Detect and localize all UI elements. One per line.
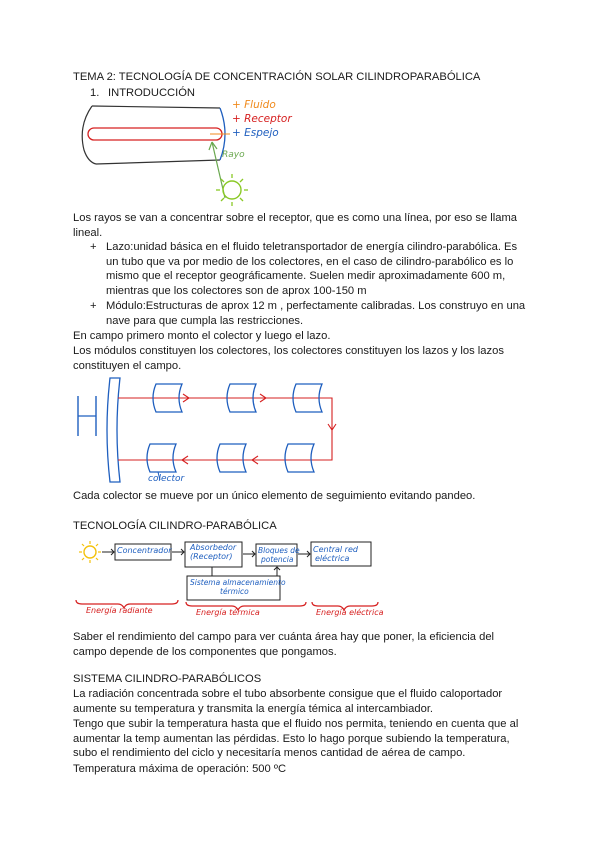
paragraph-rays: Los rayos se van a concentrar sobre el receptor, que es como una línea, por eso se llama lineal. — [73, 212, 518, 239]
section-number: 1. — [90, 87, 100, 99]
block-concentrador: Concentrador — [117, 546, 172, 555]
label-fluido-text: Fluido — [244, 99, 276, 111]
block-bloques-line1: Bloques de — [258, 546, 300, 555]
block-absorbedor: Absorbedor — [190, 543, 237, 552]
block-almacen-line1: Sistema almacenamiento — [190, 578, 286, 587]
section-heading-intro: INTRODUCCIÓN — [108, 87, 196, 99]
paragraph-campo: En campo primero monto el colector y luego el lazo. — [73, 330, 331, 342]
label-espejo-text: Espejo — [244, 127, 279, 139]
label-energia-electrica: Energía eléctrica — [316, 608, 384, 617]
section-heading-sistema: SISTEMA CILINDRO-PARABÓLICOS — [73, 673, 262, 685]
label-colector: colector — [148, 474, 185, 484]
label-rayo: Rayo — [222, 150, 245, 160]
paragraph-rendimiento: Saber el rendimiento del campo para ver cuánta área hay que poner, la eficiencia del campo depende de los componentes que pongamos. — [73, 631, 495, 658]
paragraph-temperatura: Tengo que subir la temperatura hasta que el fluido nos permita, teniendo en cuenta que al aumentar la temp aumentan las pérdidas. Esto lo hago porque subiendo la temperatura, subo el rendimiento del ciclo y necesitaría menos cantidad de aérea de campo. — [73, 718, 519, 760]
paragraph-radiacion: La radiación concentrada sobre el tubo absorbente consigue que el fluido caloportador aumente su temperatura y transmita la energía témica al intercambiador. — [73, 688, 503, 715]
block-central-line2: eléctrica — [315, 554, 350, 563]
figure-collector-loop — [70, 374, 350, 486]
label-fluido: + Fluido — [232, 99, 276, 111]
bullet-symbol: + — [90, 300, 97, 312]
page-title: TEMA 2: TECNOLOGÍA DE CONCENTRACIÓN SOLAR CILINDROPARABÓLICA — [73, 71, 481, 83]
bullet-symbol: + — [90, 241, 97, 253]
paragraph-colector: Cada colector se mueve por un único elemento de seguimiento evitando pandeo. — [73, 490, 476, 502]
block-almacen-line2: térmico — [220, 587, 249, 596]
label-espejo: + Espejo — [232, 127, 279, 139]
block-central-line1: Central red — [313, 545, 358, 554]
paragraph-maxima: Temperatura máxima de operación: 500 ºC — [73, 763, 287, 775]
section-heading-tecnologia: TECNOLOGÍA CILINDRO-PARABÓLICA — [73, 520, 277, 532]
block-bloques-line2: potencia — [261, 555, 294, 564]
paragraph-modulos: Los módulos constituyen los colectores, los colectores constituyen los lazos y los lazos constituyen el campo. — [73, 345, 504, 372]
label-receptor-text: Receptor — [244, 113, 292, 125]
label-receptor: + Receptor — [232, 113, 292, 125]
label-energia-radiante: Energía radiante — [86, 606, 153, 615]
bullet-lazo: Lazo:unidad básica en el fluido teletransportador de energía cilindro-parabólica. Es un tubo que va por medio de los colectores, en el caso de cilindro-parabólico es lo mismo que el receptor geográficamente. Suelen medir aproximadamente 600 m, mientras que los colectores son de aprox 100-150 m — [106, 241, 518, 297]
block-receptor: (Receptor) — [190, 552, 233, 561]
bullet-modulo: Módulo:Estructuras de aprox 12 m , perfectamente calibradas. Los construyo en una nave para que cumpla las restricciones. — [106, 300, 526, 327]
label-energia-termica: Energía térmica — [196, 608, 260, 617]
